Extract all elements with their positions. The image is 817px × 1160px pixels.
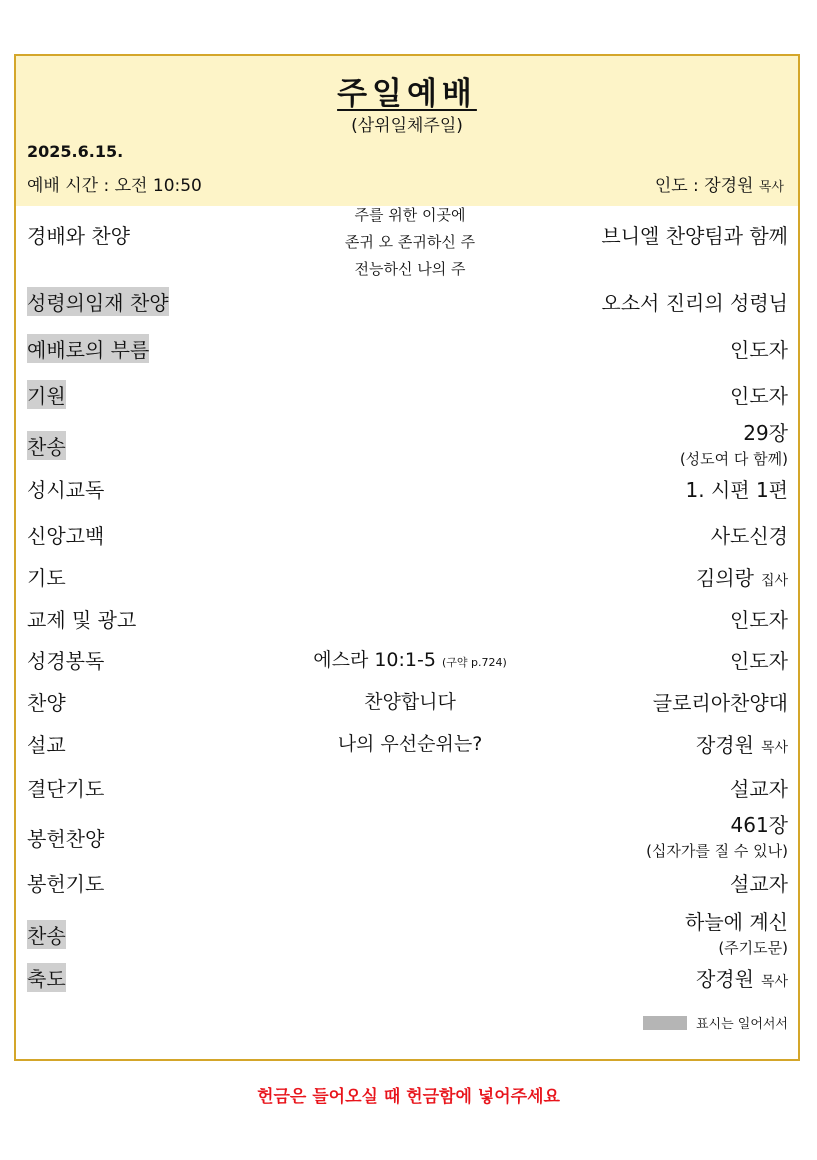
person-subtext: (주기도문) xyxy=(718,939,788,957)
service-leader xyxy=(655,171,784,196)
order-item xyxy=(16,811,798,861)
order-item xyxy=(16,520,798,546)
person-text: 장경원 xyxy=(695,967,754,991)
song-line: 주를 위한 이곳에 xyxy=(354,206,466,224)
order-item-person xyxy=(730,604,788,633)
order-item-person xyxy=(711,520,788,549)
order-item-person xyxy=(730,334,788,363)
order-item-person xyxy=(730,868,788,897)
order-item-person xyxy=(686,474,788,503)
order-item xyxy=(16,687,798,713)
order-item-label: 결단기도 xyxy=(27,777,105,801)
order-item xyxy=(16,908,798,958)
bulletin-header xyxy=(16,56,798,206)
order-item xyxy=(16,773,798,799)
person-text: 김의랑 xyxy=(695,566,754,590)
person-title: 집사 xyxy=(760,573,788,589)
legend-swatch xyxy=(643,1016,687,1030)
order-item xyxy=(16,645,798,671)
order-item-detail xyxy=(242,687,578,714)
order-item-person xyxy=(646,809,788,861)
order-item-label: 교제 및 광고 xyxy=(27,608,137,632)
order-item-label: 경배와 찬양 xyxy=(27,224,130,248)
order-item-label: 축도 xyxy=(27,963,66,992)
song-lyrics xyxy=(242,202,578,283)
order-item xyxy=(16,868,798,894)
offering-notice: 헌금은 들어오실 때 헌금함에 넣어주세요 xyxy=(257,1087,560,1107)
order-item-person xyxy=(601,287,788,316)
order-item-person xyxy=(685,906,788,958)
order-item xyxy=(16,206,798,278)
order-item-label: 찬송 xyxy=(27,431,66,460)
order-item xyxy=(16,287,798,313)
order-item-detail xyxy=(242,645,578,672)
order-item-label: 예배로의 부름 xyxy=(27,334,149,363)
leader-title: 목사 xyxy=(758,180,784,195)
service-subtitle: (삼위일체주일) xyxy=(351,116,463,136)
page-title: 주일예배 xyxy=(337,76,477,112)
person-text: 브니엘 찬양팀과 함께 xyxy=(601,224,788,248)
person-text: 461장 xyxy=(730,813,788,837)
order-item-person xyxy=(696,562,788,591)
person-text: 인도자 xyxy=(730,384,788,408)
order-item-label: 찬양 xyxy=(27,691,66,715)
order-item xyxy=(16,963,798,989)
order-item-label: 성시교독 xyxy=(27,478,105,502)
person-text: 설교자 xyxy=(730,872,788,896)
person-text: 설교자 xyxy=(730,777,788,801)
person-title: 목사 xyxy=(760,740,788,756)
person-subtext: (십자가를 질 수 있나) xyxy=(646,842,788,860)
order-item-person xyxy=(680,417,788,469)
order-item-person xyxy=(696,963,788,992)
service-time: 예배 시간 : 오전 10:50 xyxy=(27,176,202,196)
detail-text: 에스라 10:1-5 xyxy=(313,649,436,671)
person-title: 목사 xyxy=(760,974,788,990)
bulletin-frame xyxy=(14,54,800,1061)
person-text: 1. 시편 1편 xyxy=(685,478,788,502)
person-text: 오소서 진리의 성령님 xyxy=(601,291,788,315)
order-item xyxy=(16,604,798,630)
order-item-label: 봉헌기도 xyxy=(27,872,105,896)
service-date: 2025.6.15. xyxy=(27,142,124,161)
order-item-label: 찬송 xyxy=(27,920,66,949)
order-item-label: 기원 xyxy=(27,380,66,409)
order-item-person xyxy=(601,220,788,249)
order-item xyxy=(16,729,798,755)
order-item-person xyxy=(653,687,788,716)
order-item-detail xyxy=(242,729,578,756)
person-text: 인도자 xyxy=(730,649,788,673)
person-text: 사도신경 xyxy=(710,524,788,548)
detail-text: 찬양합니다 xyxy=(364,691,456,713)
person-text: 글로리아찬양대 xyxy=(652,691,788,715)
order-item-label: 성경봉독 xyxy=(27,649,105,673)
order-item-person xyxy=(696,729,788,758)
order-item xyxy=(16,419,798,469)
order-item-label: 기도 xyxy=(27,566,66,590)
order-item xyxy=(16,562,798,588)
song-line: 존귀 오 존귀하신 주 xyxy=(344,233,476,251)
person-text: 인도자 xyxy=(730,338,788,362)
legend-text: 표시는 일어서서 xyxy=(695,1017,788,1032)
order-item-label: 봉헌찬양 xyxy=(27,827,105,851)
order-item xyxy=(16,474,798,500)
detail-text: 나의 우선순위는? xyxy=(337,733,483,755)
legend xyxy=(643,1013,788,1032)
detail-note: (구약 p.724) xyxy=(441,656,507,669)
person-text: 29장 xyxy=(743,421,788,445)
order-item-label: 설교 xyxy=(27,733,66,757)
order-item-person xyxy=(730,773,788,802)
leader-name: 인도 : 장경원 xyxy=(654,176,754,196)
order-item xyxy=(16,334,798,360)
order-item-label: 신앙고백 xyxy=(27,524,105,548)
person-text: 장경원 xyxy=(695,733,754,757)
song-line: 전능하신 나의 주 xyxy=(354,260,466,278)
person-text: 인도자 xyxy=(730,608,788,632)
order-item-label: 성령의임재 찬양 xyxy=(27,287,169,316)
order-item-person xyxy=(730,380,788,409)
person-text: 하늘에 계신 xyxy=(685,910,788,934)
person-subtext: (성도여 다 함께) xyxy=(679,450,788,468)
order-item xyxy=(16,380,798,406)
order-item-person xyxy=(730,645,788,674)
